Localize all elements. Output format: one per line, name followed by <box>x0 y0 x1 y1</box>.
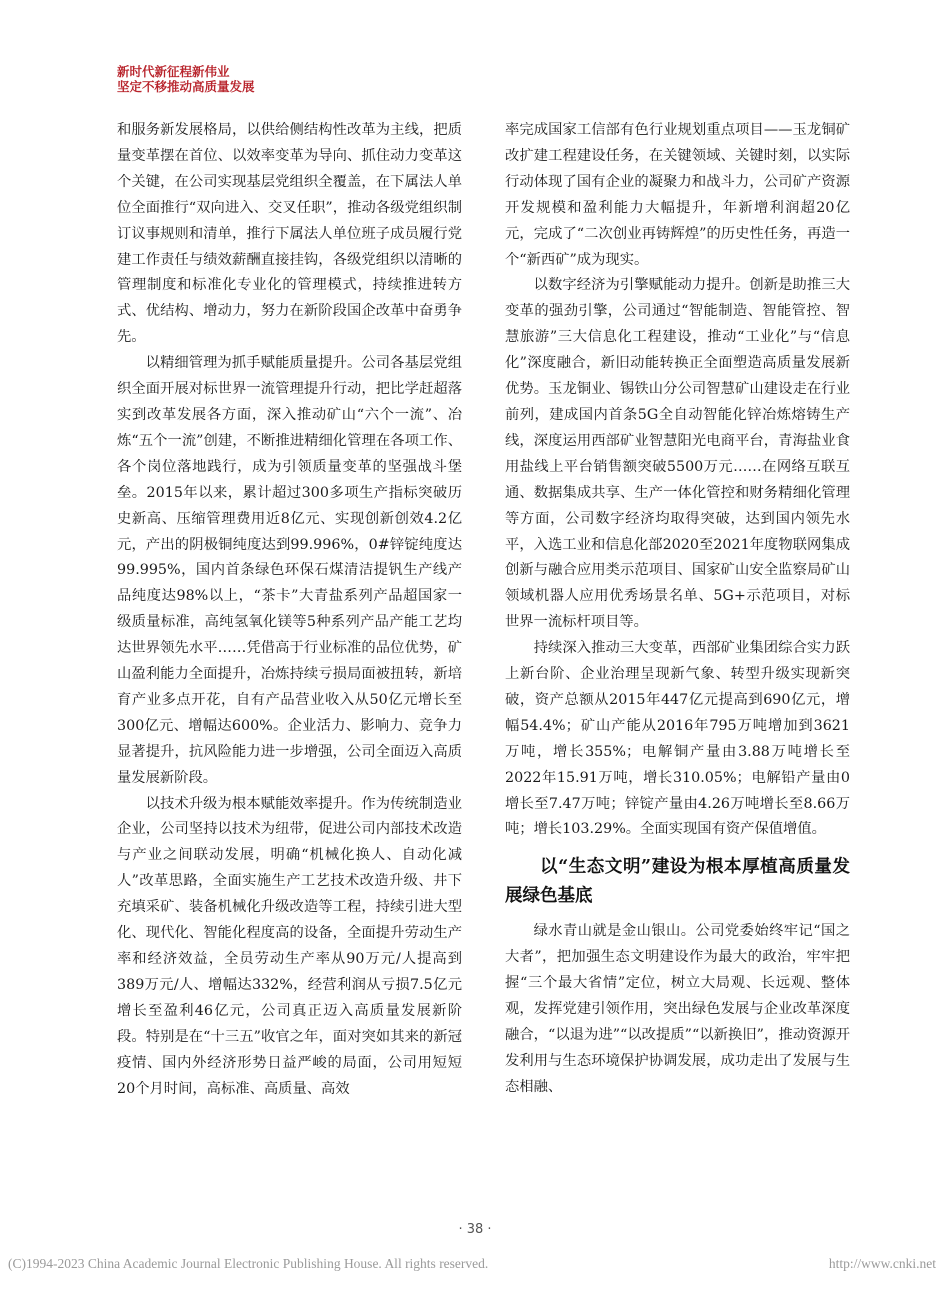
paragraph: 和服务新发展格局，以供给侧结构性改革为主线，把质量变革摆在首位、以效率变革为导向、抓住动力变革这个关键，在公司实现基层党组织全覆盖，在下属法人单位全面推行“双向进入、交叉任职”，推动各级党组织制订议事规则和清单，推行下属法人单位班子成员履行党建工作责任与绩效薪酬直接挂钩，各级党组织以清晰的管理制度和标准化专业化的管理模式，持续推进转方式、优结构、增动力，努力在新阶段国企改革中奋勇争先。 <box>117 122 462 346</box>
paragraph: 率完成国家工信部有色行业规划重点项目——玉龙铜矿改扩建工程建设任务，在关键领域、关键时刻，以实际行动体现了国有企业的凝聚力和战斗力，公司矿产资源开发规模和盈利能力大幅提升，年新增利润超20亿元，完成了“二次创业再铸辉煌”的历史性任务，再造一个“新西矿”成为现实。 <box>505 122 850 268</box>
left-column <box>117 118 462 1102</box>
copyright-notice: (C)1994-2023 China Academic Journal Electronic Publishing House. All rights reserved. <box>8 1256 489 1271</box>
paragraph: 以技术升级为根本赋能效率提升。作为传统制造业企业，公司坚持以技术为纽带，促进公司内部技术改造与产业之间联动发展，明确“机械化换人、自动化减人”改革思路，全面实施生产工艺技术改造升级、井下充填采矿、装备机械化升级改造等工程，持续引进大型化、现代化、智能化程度高的设备，全面提升劳动生产率和经济效益，全员劳动生产率从90万元/人提高到389万元/人、增幅达332%，经营利润从亏损7.5亿元增长至盈利46亿元，公司真正迈入高质量发展新阶段。特别是在“十三五”收官之年，面对突如其来的新冠疫情、国内外经济形势日益严峻的局面，公司用短短20个月时间，高标准、高质量、高效 <box>117 795 462 1097</box>
section-heading: 以“生态文明”建设为根本厚植高质量发展绿色基底 <box>505 857 850 907</box>
cnki-url[interactable]: http://www.cnki.net <box>828 1256 936 1271</box>
paragraph: 持续深入推动三大变革，西部矿业集团综合实力跃上新台阶、企业治理呈现新气象、转型升级实现新突破，资产总额从2015年447亿元提高到690亿元，增幅54.4%；矿山产能从2016年795万吨增加到3621万吨，增长355%；电解铜产量由3.88万吨增长至2022年15.91万吨，增长310.05%；电解铅产量由0增长至7.47万吨；锌锭产量由4.26万吨增长至8.66万吨；增长103.29%。全面实现国有资产保值增值。 <box>505 640 850 838</box>
header-line-1: 新时代新征程新伟业 <box>117 64 230 79</box>
header-line-2: 坚定不移推动高质量发展 <box>117 79 255 94</box>
paragraph: 绿水青山就是金山银山。公司党委始终牢记“国之大者”，把加强生态文明建设作为最大的政治，牢牢把握“三个最大省情”定位，树立大局观、长远观、整体观，发挥党建引领作用，突出绿色发展与企业改革深度融合，“以退为进”“以改提质”“以新换旧”，推动资源开发利用与生态环境保护协调发展，成功走出了发展与生态相融、 <box>505 923 850 1095</box>
paragraph: 以精细管理为抓手赋能质量提升。公司各基层党组织全面开展对标世界一流管理提升行动，把比学赶超落实到改革发展各方面，深入推动矿山“六个一流”、冶炼“五个一流”创建，不断推进精细化管理在各项工作、各个岗位落地践行，成为引领质量变革的坚强战斗堡垒。2015年以来，累计超过300多项生产指标突破历史新高、压缩管理费用近8亿元、实现创新创效4.2亿元，产出的阴极铜纯度达到99.996%，0#锌锭纯度达99.995%，国内首条绿色环保石煤清洁提钒生产线产品纯度达98%以上，“茶卡”大青盐系列产品超国家一级质量标准，高纯氢氧化镁等5种系列产品产能工艺均达世界领先水平……凭借高于行业标准的品位优势，矿山盈利能力全面提升，冶炼持续亏损局面被扭转，新培育产业多点开花，自有产品营业收入从50亿元增长至300亿元、增幅达600%。企业活力、影响力、竞争力显著提升，抗风险能力进一步增强，公司全面迈入高质量发展新阶段。 <box>117 355 462 786</box>
paragraph: 以数字经济为引擎赋能动力提升。创新是助推三大变革的强劲引擎，公司通过“智能制造、智能管控、智慧旅游”三大信息化工程建设，推动“工业化”与“信息化”深度融合，新旧动能转换正全面塑造高质量发展新优势。玉龙铜业、锡铁山分公司智慧矿山建设走在行业前列，建成国内首条5G全自动智能化锌冶炼熔铸生产线，深度运用西部矿业智慧阳光电商平台，青海盐业食用盐线上平台销售额突破5500万元……在网络互联互通、数据集成共享、生产一体化管控和财务精细化管理等方面，公司数字经济均取得突破，达到国内领先水平，入选工业和信息化部2020至2021年度物联网集成创新与融合应用类示范项目、国家矿山安全监察局矿山领域机器人应用优秀场景名单、5G+示范项目，对标世界一流标杆项目等。 <box>505 277 850 631</box>
page-number: · 38 · <box>458 1222 492 1237</box>
right-column <box>505 118 850 1101</box>
running-header <box>117 64 255 94</box>
